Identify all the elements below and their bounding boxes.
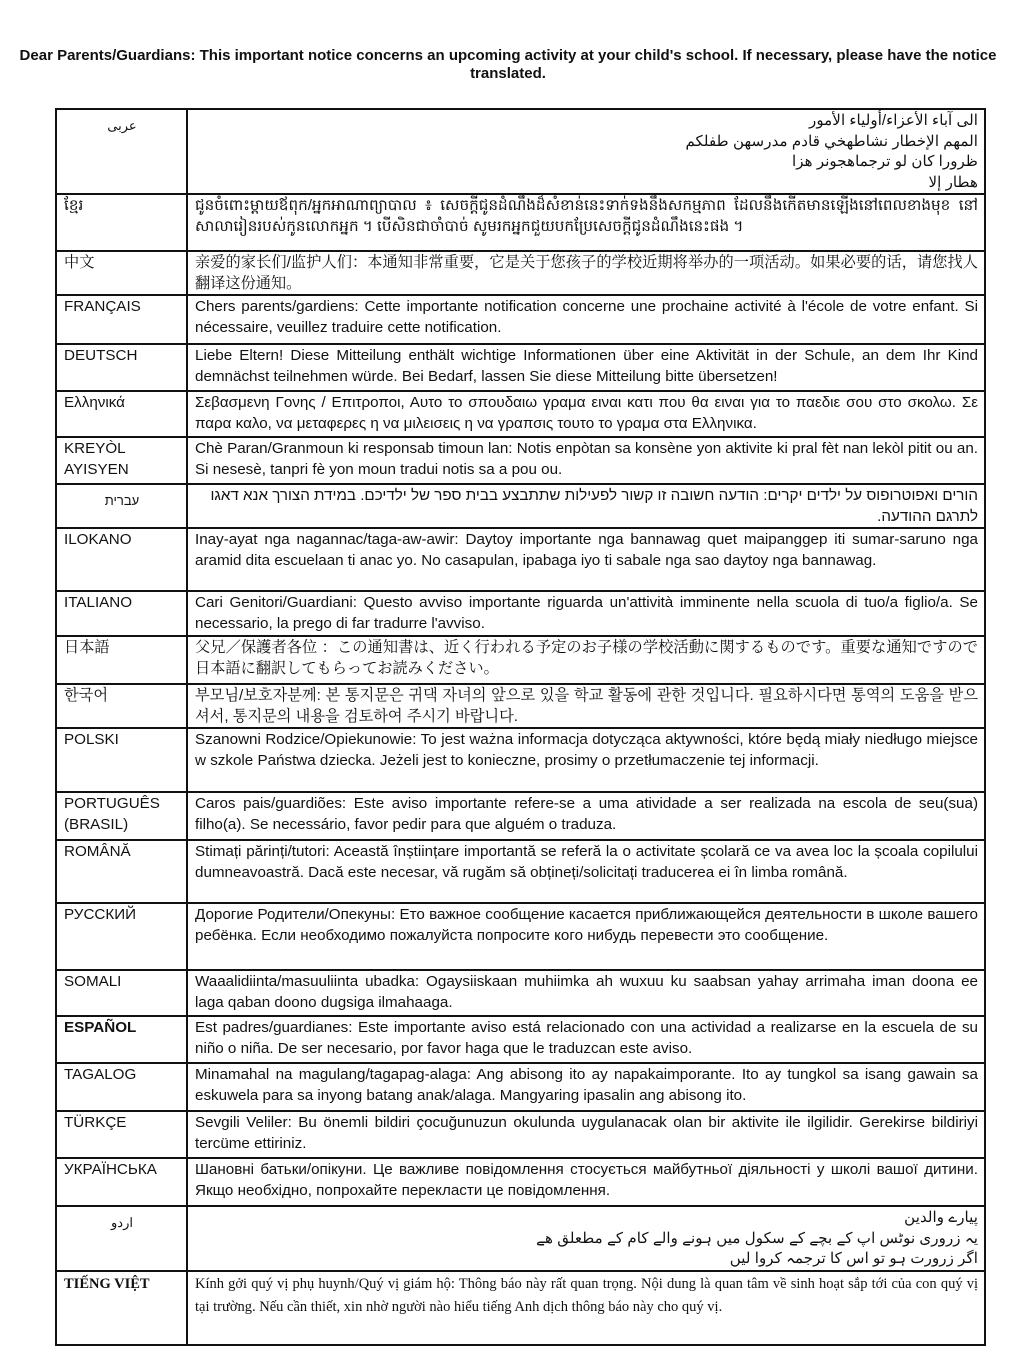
translation-text: 부모님/보호자분께: 본 통지문은 귀댁 자녀의 앞으로 있을 학교 활동에 관한 것입니다. 필요하시다면 통역의 도움을 받으셔서, 통지문의 내용을 검토하여 주시기 바랍니다. [187, 684, 985, 728]
language-label: اردو [56, 1206, 187, 1271]
language-label: KREYÒL AYISYEN [56, 437, 187, 484]
translation-text: Cari Genitori/Guardiani: Questo avviso importante riguarda un'attività imminente nella scuola di tuo/a figlio/a. Se necessario, la prego di far tradurre l'avviso. [187, 591, 985, 636]
table-row [56, 1158, 985, 1206]
table-row [56, 194, 985, 251]
table-row [56, 1016, 985, 1063]
table-row [56, 591, 985, 636]
table-row [56, 528, 985, 591]
translation-text: پیارے والدین یہ زروری نوٹس اپ کے بچے کے سکول میں ہونے والے کام کے مطعلق ھے اگر زرورت ہو تو اس کا ترجمہ کروا لیں [187, 1206, 985, 1271]
translations-table [55, 108, 986, 1346]
language-label: DEUTSCH [56, 344, 187, 391]
language-label: POLSKI [56, 728, 187, 792]
translation-text: Waaalidiinta/masuuliinta ubadka: Ogaysiiskaan muhiimka ah wuxuu ku saabsan yahay arrimaha iman doona ee laga qaban doono dugsiga ilmahaaga. [187, 970, 985, 1016]
language-label: 中文 [56, 251, 187, 295]
language-label: TAGALOG [56, 1063, 187, 1111]
language-label: עברית [56, 484, 187, 528]
table-row [56, 1111, 985, 1158]
language-label: ខ្មែរ [56, 194, 187, 251]
table-row [56, 484, 985, 528]
table-row [56, 1206, 985, 1271]
language-label: TÜRKÇE [56, 1111, 187, 1158]
translation-text: Chè Paran/Granmoun ki responsab timoun lan: Notis enpòtan sa konsène yon aktivite ki pral fèt nan lekòl pitit ou an. Si nesesè, tanpri fè yon moun tradui notis sa a pou ou. [187, 437, 985, 484]
language-label: 日本語 [56, 636, 187, 684]
translation-text: Шановні батьки/опікуни. Це важливе повідомлення стосується майбутньої діяльності у школі вашої дитини. Якщо необхідно, попрохайте перекласти це повідомлення. [187, 1158, 985, 1206]
translation-text: Дорогие Родители/Опекуны: Ето важное сообщение касается приближающейся деятельности в школе вашего ребёнка. Если необходимо пожалуйста попросите кого нибудь перевести это сообщение. [187, 903, 985, 970]
table-row [56, 728, 985, 792]
translation-text: Stimați părinți/tutori: Această înștiințare importantă se referă la o activitate școlară ce va avea loc la școala copilului dumneavoastră. Dacă este necesar, vă rugăm să obțineți/solicitați traducerea ei în limba română. [187, 840, 985, 903]
language-label: УКРАЇНСЬКА [56, 1158, 187, 1206]
translation-text: Est padres/guardianes: Este importante aviso está relacionado con una actividad a realizarse en la escuela de su niño o niña. De ser necesario, por favor haga que le traduzcan este aviso. [187, 1016, 985, 1063]
language-label: ILOKANO [56, 528, 187, 591]
language-label: SOMALI [56, 970, 187, 1016]
translation-text: Inay-ayat nga nagannac/taga-aw-awir: Daytoy importante nga bannawag quet maipanggep iti sumar-saruno nga aramid dita escuelaan ti anac yo. No casapulan, ipabaga iyo ti sabale nga sao daytoy nga bannawag. [187, 528, 985, 591]
translation-text: 亲爱的家长们/监护人们：本通知非常重要，它是关于您孩子的学校近期将举办的一项活动。如果必要的话，请您找人翻译这份通知。 [187, 251, 985, 295]
table-row [56, 636, 985, 684]
notice-title: Dear Parents/Guardians: This important notice concerns an upcoming activity at your child's school. If necessary, please have the notice translated. [19, 47, 997, 82]
language-label: ESPAÑOL [56, 1016, 187, 1063]
translation-text: Caros pais/guardiões: Este aviso importante refere-se a uma atividade a ser realizada na escola de seu(sua) filho(a). Se necessário, favor pedir para que alguém o traduza. [187, 792, 985, 840]
translation-text: Sevgili Veliler: Bu önemli bildiri çocuğunuzun okulunda uygulanacak olan bir aktivite ile ilgilidir. Gerekirse bildiriyi tercüme ettiriniz. [187, 1111, 985, 1158]
translation-text: الى آباء الأعزاء/أولياء الأمور المهم الإخطار نشاطهخي قادم مدرسهن طفلكم ظرورا كان لو ترجماهجونر هزا هطار إلا [187, 109, 985, 194]
language-label: ROMÂNĂ [56, 840, 187, 903]
table-row [56, 391, 985, 437]
translation-text: Kính gởi quý vị phụ huynh/Quý vị giám hộ: Thông báo này rất quan trọng. Nội dung là quan tâm về sinh hoạt sắp tới của con quý vị tại trường. Nếu cần thiết, xin nhờ người nào hiểu tiếng Anh dịch thông báo này cho quý vị. [187, 1271, 985, 1345]
table-row [56, 792, 985, 840]
table-row [56, 437, 985, 484]
language-label: عربى [56, 109, 187, 194]
language-label: Ελληνικά [56, 391, 187, 437]
language-label: TIẾNG VIỆT [56, 1271, 187, 1345]
translation-text: Chers parents/gardiens: Cette importante notification concerne une prochaine activité à l'école de votre enfant. Si nécessaire, veuillez traduire cette notification. [187, 295, 985, 344]
language-label: PORTUGUÊS (BRASIL) [56, 792, 187, 840]
table-row [56, 295, 985, 344]
table-row [56, 109, 985, 194]
translation-text: Szanowni Rodzice/Opiekunowie: To jest ważna informacja dotycząca aktywności, które będą miały niedługo miejsce w szkole Państwa dziecka. Jeżeli jest to konieczne, prosimy o przetłumaczenie tej informacji. [187, 728, 985, 792]
table-row [56, 1271, 985, 1345]
translation-text: הורים ואפוטרופוס על ילדים יקרים: הודעה חשובה זו קשור לפעילות שתתבצע בבית ספר של ילדיכם. במידת הצורך אנא דאגו לתרגם ההודעה. [187, 484, 985, 528]
table-row [56, 684, 985, 728]
translation-text: 父兄／保護者各位 ：この通知書は、近く行われる予定のお子様の学校活動に関するものです。重要な通知ですので日本語に翻訳してもらってお読みください。 [187, 636, 985, 684]
translation-text: ជូនចំពោះម្តាយឪពុក/អ្នកអាណាព្យាបាល ៖ សេចក្តីជូនដំណឹងដ៏សំខាន់នេះទាក់ទងនឹងសកម្មភាព ដែលនឹងកើតមានឡើងនៅពេលខាងមុខ នៅសាលារៀនរបស់កូនលោកអ្នក ។ បើសិនជាចាំបាច់ សូមរកអ្នកជួយបកប្រែសេចក្តីជូនដំណឹងនេះផង ។ [187, 194, 985, 251]
table-row [56, 1063, 985, 1111]
language-label: РУССКИЙ [56, 903, 187, 970]
translation-text: Minamahal na magulang/tagapag-alaga: Ang abisong ito ay napakaimporante. Ito ay tungkol sa isang gawain sa eskuwela para sa inyong batang anak/alaga. Mangyaring ipasalin ang abisong ito. [187, 1063, 985, 1111]
table-row [56, 903, 985, 970]
translation-text: Σεβασμενη Γονης / Επιτροποι, Αυτο το σπουδαιω γραμα ειναι κατι που θα ειναι για το παεδιε σου στο σκολω. Σε παρα καλο, να μεταφερες η να μιλεισεις η να γραπσις τουτο το γραμα στα Ελληνικα. [187, 391, 985, 437]
table-row [56, 344, 985, 391]
table-row [56, 251, 985, 295]
language-label: FRANÇAIS [56, 295, 187, 344]
table-row [56, 970, 985, 1016]
language-label: ITALIANO [56, 591, 187, 636]
table-row [56, 840, 985, 903]
translation-text: Liebe Eltern! Diese Mitteilung enthält wichtige Informationen über eine Aktivität in der Schule, an dem Ihr Kind demnächst teilnehmen würde. Bei Bedarf, lassen Sie diese Mitteilung bitte übersetzen! [187, 344, 985, 391]
language-label: 한국어 [56, 684, 187, 728]
